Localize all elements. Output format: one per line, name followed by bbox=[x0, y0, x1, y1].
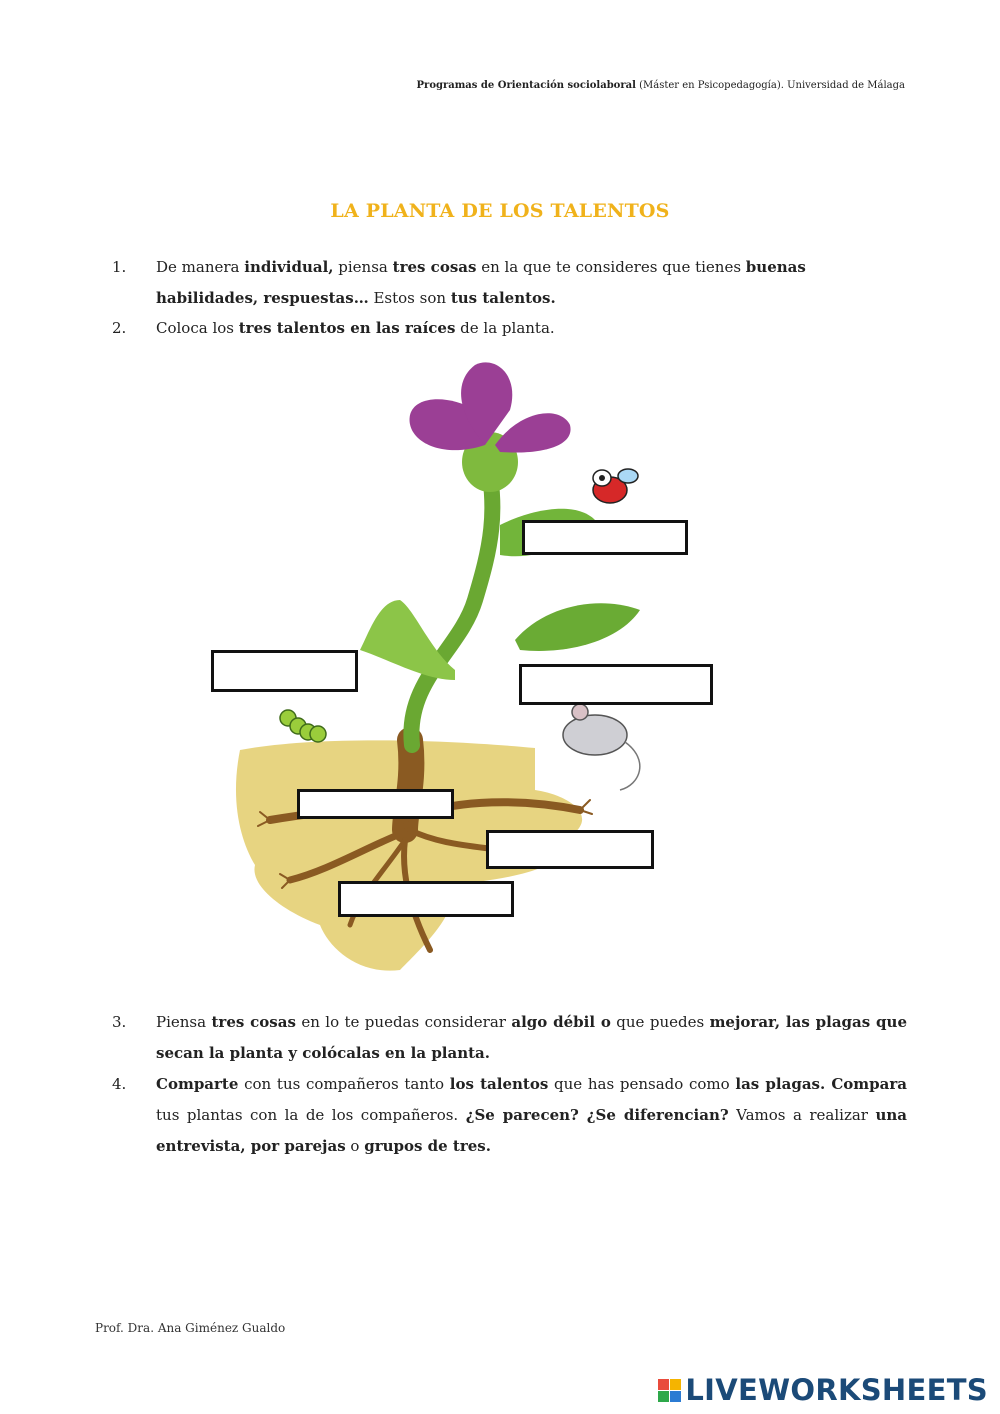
talent-box-1[interactable] bbox=[297, 789, 454, 819]
leaf-middle-right bbox=[515, 603, 640, 651]
instruction-plain-text: o bbox=[345, 1137, 365, 1155]
instruction-plain-text: piensa bbox=[333, 258, 393, 276]
talent-box-2[interactable] bbox=[486, 830, 654, 869]
plant-stem bbox=[411, 450, 492, 745]
header-program: Programas de Orientación sociolaboral bbox=[416, 80, 636, 91]
instruction-plain-text: Estos son bbox=[368, 289, 451, 307]
instruction-plain-text: Vamos a realizar bbox=[728, 1106, 876, 1124]
instruction-bold-text: mejorar, las plagas que secan la planta y colócalas en la planta. bbox=[156, 1013, 907, 1062]
instruction-bold-text: Comparte bbox=[156, 1075, 239, 1093]
instruction-bold-text: tres talentos en las raíces bbox=[238, 319, 456, 337]
instruction-text bbox=[156, 1007, 907, 1069]
page-header bbox=[417, 80, 905, 91]
instruction-plain-text: con tus compañeros tanto bbox=[238, 1075, 450, 1093]
instruction-number: 1. bbox=[112, 258, 127, 276]
liveworksheets-brand bbox=[658, 1374, 988, 1406]
instruction-plain-text: De manera bbox=[156, 258, 245, 276]
instruction-bold-text: una entrevista, por parejas bbox=[156, 1106, 907, 1155]
instruction-number: 3. bbox=[112, 1013, 127, 1031]
brand-text: LIVEWORKSHEETS bbox=[685, 1373, 988, 1407]
instruction-plain-text: tus plantas con la de los compañeros. bbox=[156, 1106, 466, 1124]
logo-square bbox=[670, 1379, 681, 1390]
instruction-4 bbox=[112, 1069, 907, 1162]
instruction-1 bbox=[112, 252, 907, 314]
pest-box-caterpillar[interactable] bbox=[211, 650, 358, 692]
instruction-number: 4. bbox=[112, 1075, 127, 1093]
instruction-bold-text: ¿Se parecen? ¿Se diferencian? bbox=[465, 1106, 729, 1124]
instruction-2 bbox=[112, 313, 907, 344]
logo-square bbox=[658, 1379, 669, 1390]
instruction-3 bbox=[112, 1007, 907, 1069]
instruction-bold-text: buenas habilidades, respuestas… bbox=[156, 258, 806, 307]
author-footer: Prof. Dra. Ana Giménez Gualdo bbox=[95, 1321, 286, 1335]
instruction-plain-text: en lo te puedas considerar bbox=[295, 1013, 512, 1031]
instruction-bold-text: algo débil o bbox=[511, 1013, 611, 1031]
instruction-plain-text: que has pensado como bbox=[548, 1075, 736, 1093]
instruction-bold-text: tus talentos. bbox=[450, 289, 556, 307]
instruction-text bbox=[156, 1069, 907, 1162]
instruction-bold-text: las plagas. Compara bbox=[735, 1075, 908, 1093]
fly-pest-icon bbox=[593, 469, 638, 503]
instruction-bold-text: los talentos bbox=[449, 1075, 549, 1093]
instruction-bold-text: tres cosas bbox=[392, 258, 477, 276]
pest-box-fly[interactable] bbox=[522, 520, 688, 555]
instruction-bold-text: individual, bbox=[244, 258, 334, 276]
instruction-plain-text: que puedes bbox=[610, 1013, 710, 1031]
liveworksheets-logo-icon bbox=[658, 1379, 681, 1402]
mouse-pest-icon bbox=[563, 704, 640, 790]
pest-box-mouse[interactable] bbox=[519, 664, 713, 705]
instruction-plain-text: en la que te consideres que tienes bbox=[476, 258, 746, 276]
instruction-plain-text: Coloca los bbox=[156, 319, 239, 337]
logo-square bbox=[658, 1391, 669, 1402]
talent-box-3[interactable] bbox=[338, 881, 514, 917]
instruction-text bbox=[156, 313, 907, 344]
worksheet-title: LA PLANTA DE LOS TALENTOS bbox=[330, 200, 670, 222]
instruction-plain-text: de la planta. bbox=[455, 319, 555, 337]
caterpillar-pest-icon bbox=[280, 710, 326, 742]
leaf-left bbox=[360, 600, 455, 680]
instruction-bold-text: tres cosas bbox=[211, 1013, 296, 1031]
instruction-bold-text: grupos de tres. bbox=[364, 1137, 491, 1155]
instruction-text bbox=[156, 252, 907, 314]
instruction-plain-text: Piensa bbox=[156, 1013, 212, 1031]
header-institution: (Máster en Psicopedagogía). Universidad de Málaga bbox=[635, 80, 905, 91]
logo-square bbox=[670, 1391, 681, 1402]
instruction-number: 2. bbox=[112, 319, 127, 337]
